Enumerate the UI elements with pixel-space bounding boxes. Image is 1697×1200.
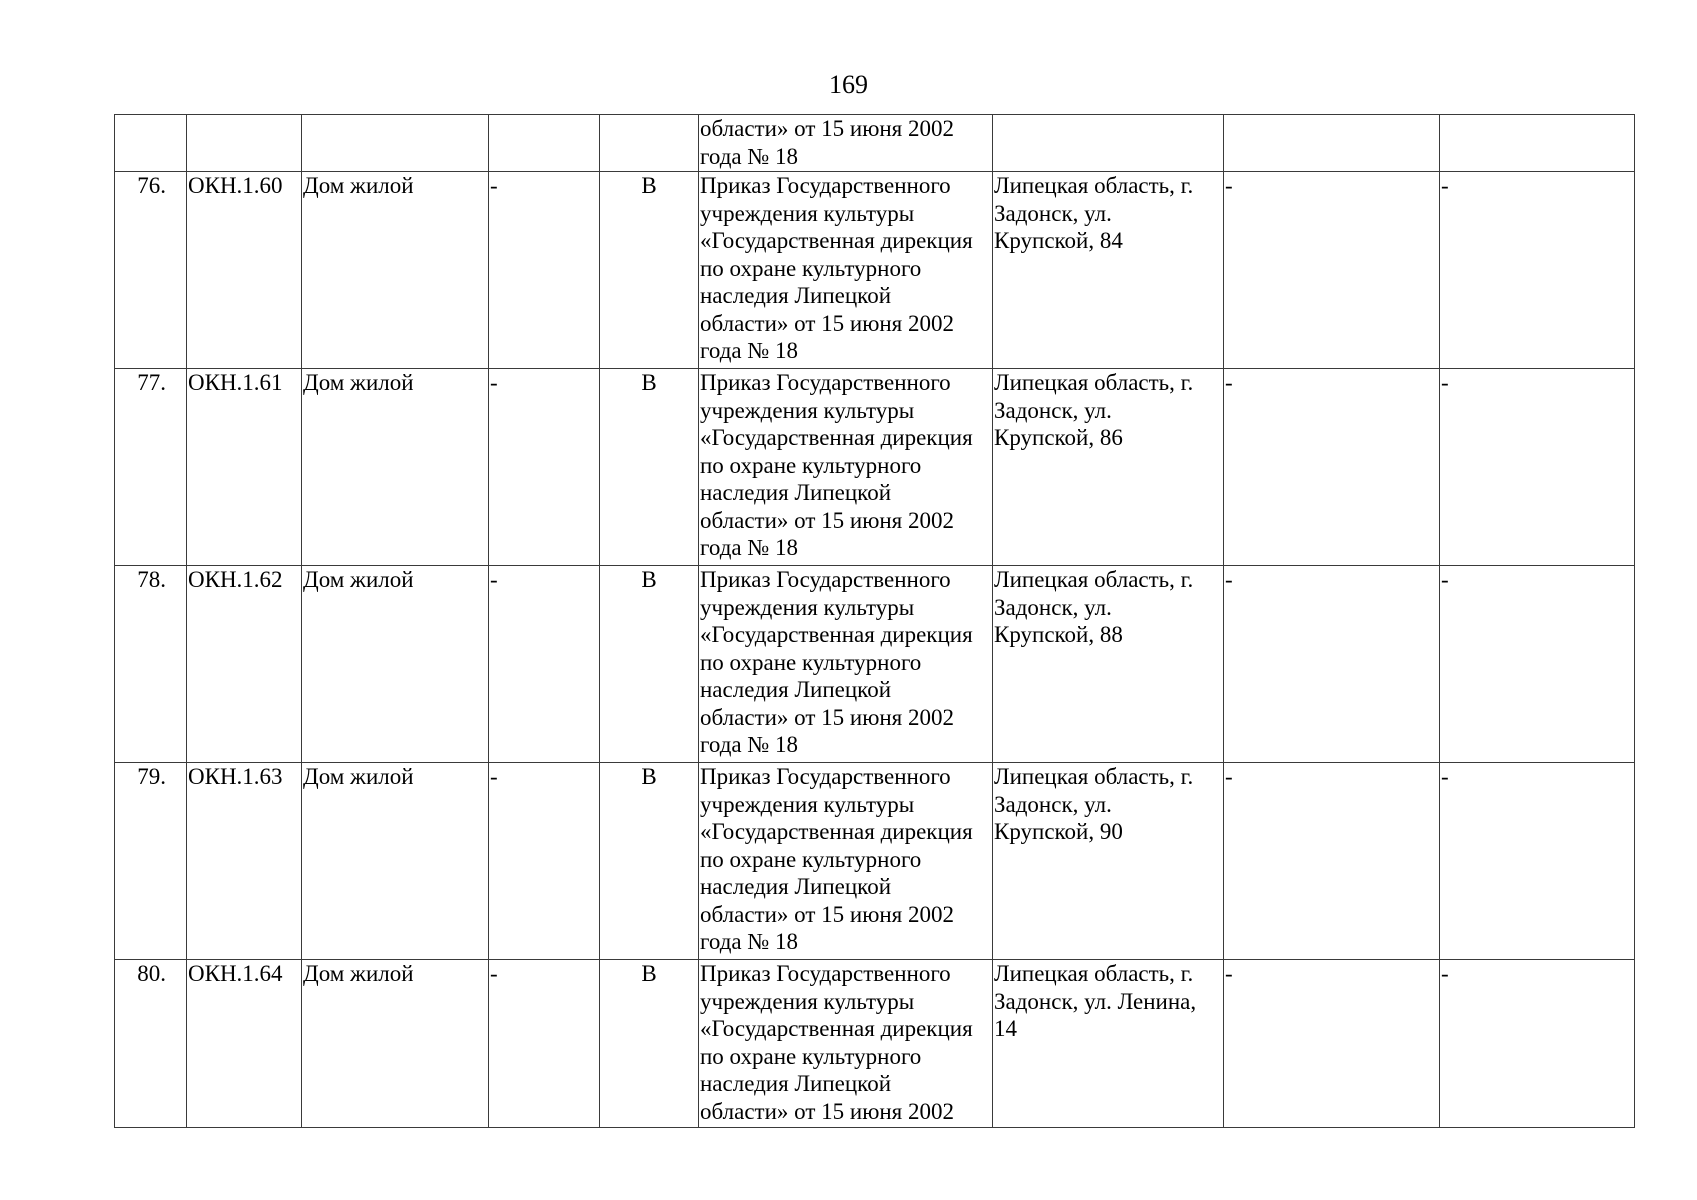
cell-col8: -	[1224, 566, 1440, 763]
cell-name	[302, 115, 489, 172]
cell-code: ОКН.1.60	[187, 172, 302, 369]
cell-category	[600, 115, 699, 172]
heritage-registry-table	[114, 114, 1635, 1128]
cell-col9: -	[1440, 172, 1635, 369]
cell-name: Дом жилой	[302, 763, 489, 960]
table-row	[115, 960, 1635, 1128]
cell-code: ОКН.1.64	[187, 960, 302, 1128]
cell-col9: -	[1440, 369, 1635, 566]
cell-col8: -	[1224, 960, 1440, 1128]
cell-category: В	[600, 566, 699, 763]
cell-code	[187, 115, 302, 172]
cell-col4: -	[489, 960, 600, 1128]
cell-col8	[1224, 115, 1440, 172]
table-row	[115, 763, 1635, 960]
cell-col4: -	[489, 172, 600, 369]
cell-document: Приказ Государственного учреждения культуры «Государственная дирекция по охране культурного наследия Липецкой области» от 15 июня 2002 года № 18	[699, 369, 993, 566]
cell-number: 79.	[115, 763, 187, 960]
cell-code: ОКН.1.63	[187, 763, 302, 960]
cell-number: 80.	[115, 960, 187, 1128]
cell-name: Дом жилой	[302, 960, 489, 1128]
cell-code: ОКН.1.61	[187, 369, 302, 566]
cell-col4: -	[489, 566, 600, 763]
cell-document: области» от 15 июня 2002 года № 18	[699, 115, 993, 172]
cell-col4	[489, 115, 600, 172]
page-number: 169	[829, 70, 868, 99]
cell-number: 78.	[115, 566, 187, 763]
cell-address: Липецкая область, г. Задонск, ул. Ленина, 14	[993, 960, 1224, 1128]
table-row	[115, 369, 1635, 566]
cell-col9: -	[1440, 566, 1635, 763]
cell-number: 77.	[115, 369, 187, 566]
cell-code: ОКН.1.62	[187, 566, 302, 763]
table-row	[115, 172, 1635, 369]
cell-name: Дом жилой	[302, 172, 489, 369]
cell-col8: -	[1224, 172, 1440, 369]
table-row	[115, 566, 1635, 763]
cell-address: Липецкая область, г. Задонск, ул. Крупской, 84	[993, 172, 1224, 369]
cell-number	[115, 115, 187, 172]
cell-category: В	[600, 369, 699, 566]
cell-address: Липецкая область, г. Задонск, ул. Крупской, 88	[993, 566, 1224, 763]
cell-category: В	[600, 763, 699, 960]
cell-category: В	[600, 960, 699, 1128]
cell-col8: -	[1224, 763, 1440, 960]
cell-name: Дом жилой	[302, 369, 489, 566]
cell-document: Приказ Государственного учреждения культуры «Государственная дирекция по охране культурного наследия Липецкой области» от 15 июня 2002	[699, 960, 993, 1128]
cell-col4: -	[489, 763, 600, 960]
cell-col4: -	[489, 369, 600, 566]
cell-col8: -	[1224, 369, 1440, 566]
cell-col9: -	[1440, 960, 1635, 1128]
cell-document: Приказ Государственного учреждения культуры «Государственная дирекция по охране культурного наследия Липецкой области» от 15 июня 2002 года № 18	[699, 763, 993, 960]
cell-col9	[1440, 115, 1635, 172]
cell-address: Липецкая область, г. Задонск, ул. Крупской, 90	[993, 763, 1224, 960]
cell-col9: -	[1440, 763, 1635, 960]
cell-number: 76.	[115, 172, 187, 369]
cell-address	[993, 115, 1224, 172]
cell-document: Приказ Государственного учреждения культуры «Государственная дирекция по охране культурного наследия Липецкой области» от 15 июня 2002 года № 18	[699, 172, 993, 369]
cell-category: В	[600, 172, 699, 369]
cell-name: Дом жилой	[302, 566, 489, 763]
table-row-continuation	[115, 115, 1635, 172]
cell-document: Приказ Государственного учреждения культуры «Государственная дирекция по охране культурного наследия Липецкой области» от 15 июня 2002 года № 18	[699, 566, 993, 763]
cell-address: Липецкая область, г. Задонск, ул. Крупской, 86	[993, 369, 1224, 566]
